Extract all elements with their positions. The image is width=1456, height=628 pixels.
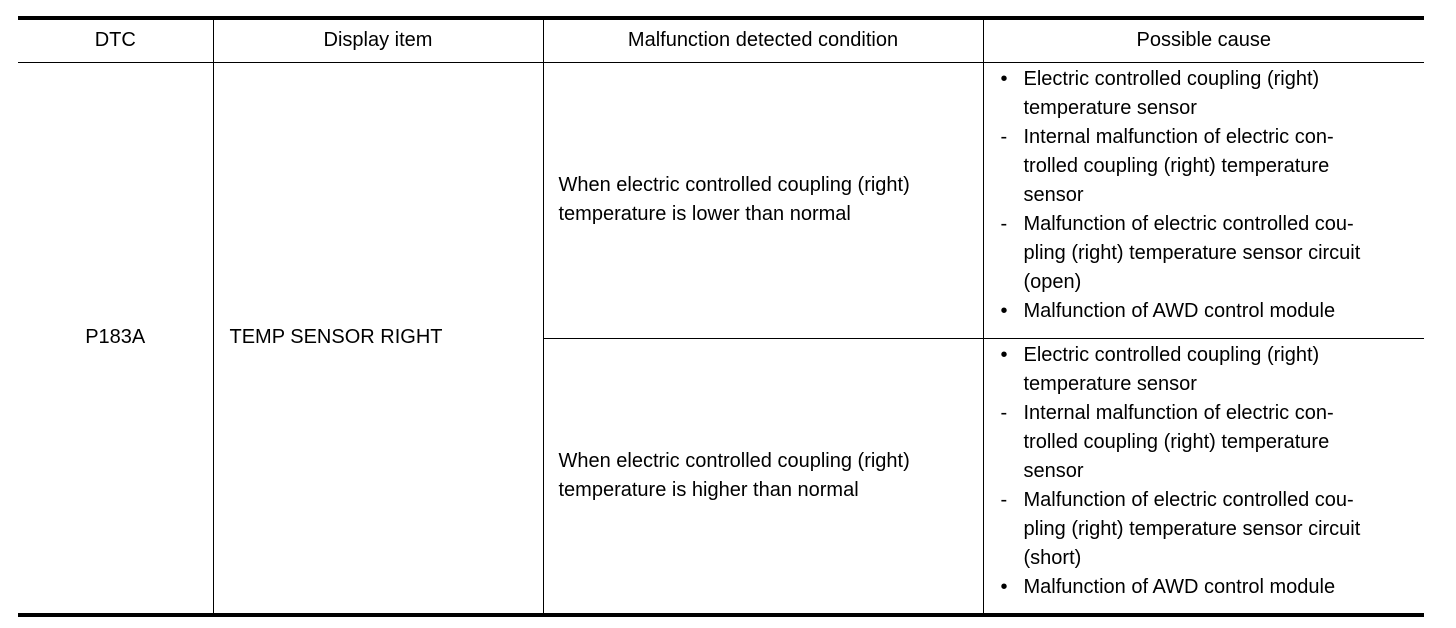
cause-line: sensor — [1023, 183, 1084, 206]
cause-text — [1024, 399, 1417, 486]
dtc-table — [18, 16, 1424, 617]
cause-line: Malfunction of electric controlled cou- — [1023, 212, 1354, 235]
cause-line: Electric controlled coupling (right) — [1023, 343, 1320, 366]
dash-icon: - — [1000, 212, 1008, 235]
cause-list — [1000, 65, 1417, 326]
condition-cell: When electric controlled coupling (right) temperature is higher than normal — [543, 338, 983, 615]
display-item-cell: TEMP SENSOR RIGHT — [213, 62, 543, 615]
possible-cause-cell — [983, 62, 1424, 338]
header-dtc: DTC — [18, 18, 213, 62]
cause-line: Internal malfunction of electric con- — [1023, 401, 1334, 424]
possible-cause-cell — [983, 338, 1424, 615]
cause-text — [1024, 573, 1417, 602]
dtc-code-cell: P183A — [18, 62, 213, 615]
cause-item — [1000, 399, 1417, 486]
table-row — [18, 62, 1424, 338]
cause-item — [1000, 210, 1417, 297]
cause-line: Malfunction of AWD control module — [1023, 575, 1336, 598]
dash-icon: - — [1000, 125, 1008, 148]
dash-icon: - — [1000, 401, 1008, 424]
cause-text — [1024, 297, 1417, 326]
cause-line: trolled coupling (right) temperature — [1023, 154, 1330, 177]
cause-item — [1000, 123, 1417, 210]
cause-line: pling (right) temperature sensor circuit — [1023, 241, 1361, 264]
cause-line: Malfunction of electric controlled cou- — [1023, 488, 1354, 511]
cause-item — [1000, 297, 1417, 326]
table-header — [18, 18, 1424, 62]
bullet-icon: • — [1000, 343, 1008, 366]
condition-cell: When electric controlled coupling (right) temperature is lower than normal — [543, 62, 983, 338]
cause-line: sensor — [1023, 459, 1084, 482]
cause-line: Electric controlled coupling (right) — [1023, 67, 1320, 90]
cause-item — [1000, 341, 1417, 399]
bullet-icon: • — [1000, 299, 1008, 322]
cause-line: Malfunction of AWD control module — [1023, 299, 1336, 322]
cause-list — [1000, 341, 1417, 602]
cause-line: (open) — [1023, 270, 1082, 293]
cause-line: (short) — [1023, 546, 1082, 569]
cause-text — [1024, 486, 1417, 573]
cause-line: temperature sensor — [1023, 372, 1197, 395]
bullet-icon: • — [1000, 575, 1008, 598]
cause-text — [1024, 210, 1417, 297]
header-possible-cause: Possible cause — [983, 18, 1424, 62]
table-body — [18, 62, 1424, 615]
header-condition: Malfunction detected condition — [543, 18, 983, 62]
cause-item — [1000, 65, 1417, 123]
cause-line: trolled coupling (right) temperature — [1023, 430, 1330, 453]
bullet-icon: • — [1000, 67, 1008, 90]
header-display-item: Display item — [213, 18, 543, 62]
cause-line: temperature sensor — [1023, 96, 1197, 119]
cause-text — [1024, 123, 1417, 210]
cause-item — [1000, 573, 1417, 602]
cause-line: Internal malfunction of electric con- — [1023, 125, 1334, 148]
cause-line: pling (right) temperature sensor circuit — [1023, 517, 1361, 540]
dash-icon: - — [1000, 488, 1008, 511]
cause-text — [1024, 65, 1417, 123]
cause-text — [1024, 341, 1417, 399]
cause-item — [1000, 486, 1417, 573]
header-row — [18, 18, 1424, 62]
